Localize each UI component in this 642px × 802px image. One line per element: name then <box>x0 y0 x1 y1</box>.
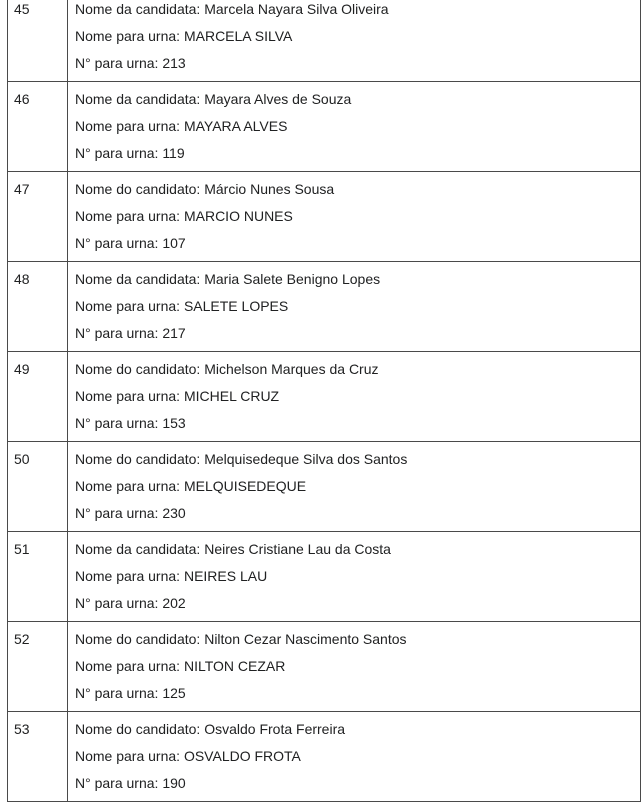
ballot-name-line <box>75 206 640 233</box>
ballot-name-label: Nome para urna: <box>75 568 181 584</box>
ballot-number-label: N° para urna: <box>75 235 159 251</box>
candidate-name-line <box>75 359 640 386</box>
ballot-number-line <box>75 233 640 260</box>
ballot-name-line <box>75 566 640 593</box>
candidate-name: Maria Salete Benigno Lopes <box>204 271 381 287</box>
ballot-number-label: N° para urna: <box>75 595 159 611</box>
ballot-name-label: Nome para urna: <box>75 208 181 224</box>
ballot-name-line <box>75 746 640 773</box>
candidate-name-line <box>75 719 640 746</box>
table-row <box>8 622 641 712</box>
ballot-number: 190 <box>162 775 186 791</box>
ballot-number-label: N° para urna: <box>75 775 159 791</box>
candidate-info <box>68 712 641 802</box>
ballot-name-label: Nome para urna: <box>75 748 181 764</box>
ballot-number-line <box>75 503 640 530</box>
ballot-number-line <box>75 143 640 170</box>
row-number: 47 <box>8 172 68 262</box>
ballot-number: 125 <box>162 685 186 701</box>
candidate-info <box>68 172 641 262</box>
ballot-number-line <box>75 323 640 350</box>
ballot-number-line <box>75 413 640 440</box>
candidate-name-label: Nome do candidato: <box>75 631 201 647</box>
table-row <box>8 0 641 82</box>
ballot-number-line <box>75 773 640 800</box>
candidate-name: Márcio Nunes Sousa <box>204 181 335 197</box>
ballot-number: 217 <box>162 325 186 341</box>
ballot-name-label: Nome para urna: <box>75 658 181 674</box>
candidate-info <box>68 442 641 532</box>
ballot-name-label: Nome para urna: <box>75 298 181 314</box>
ballot-number: 153 <box>162 415 186 431</box>
candidate-name-label: Nome da candidata: <box>75 271 201 287</box>
ballot-name-label: Nome para urna: <box>75 478 181 494</box>
ballot-name: NEIRES LAU <box>183 568 268 584</box>
candidate-info <box>68 532 641 622</box>
candidate-name-label: Nome do candidato: <box>75 181 201 197</box>
ballot-name-label: Nome para urna: <box>75 388 181 404</box>
candidates-table <box>7 0 641 802</box>
ballot-number: 119 <box>162 145 185 161</box>
row-number: 49 <box>8 352 68 442</box>
ballot-name-line <box>75 476 640 503</box>
candidate-name: Michelson Marques da Cruz <box>204 361 379 377</box>
candidate-name-line <box>75 0 640 26</box>
ballot-name: MARCELA SILVA <box>183 28 293 44</box>
candidate-name: Mayara Alves de Souza <box>204 91 352 107</box>
candidate-name-line <box>75 89 640 116</box>
candidate-name-label: Nome da candidata: <box>75 1 201 17</box>
candidate-name-line <box>75 179 640 206</box>
candidate-name-label: Nome do candidato: <box>75 361 201 377</box>
candidates-table-body <box>8 0 641 802</box>
row-number: 46 <box>8 82 68 172</box>
ballot-name-label: Nome para urna: <box>75 118 181 134</box>
ballot-number-label: N° para urna: <box>75 415 159 431</box>
ballot-number-label: N° para urna: <box>75 685 159 701</box>
ballot-name-line <box>75 296 640 323</box>
table-row <box>8 352 641 442</box>
ballot-name: MARCIO NUNES <box>183 208 293 224</box>
ballot-number-label: N° para urna: <box>75 325 159 341</box>
candidate-name-label: Nome do candidato: <box>75 721 201 737</box>
candidate-name-line <box>75 449 640 476</box>
ballot-name-label: Nome para urna: <box>75 28 181 44</box>
candidate-name-line <box>75 269 640 296</box>
row-number: 52 <box>8 622 68 712</box>
table-row <box>8 82 641 172</box>
ballot-name: SALETE LOPES <box>183 298 289 314</box>
candidate-name-label: Nome da candidata: <box>75 541 201 557</box>
ballot-number: 107 <box>162 235 186 251</box>
candidate-name: Marcela Nayara Silva Oliveira <box>204 1 389 17</box>
ballot-number-label: N° para urna: <box>75 55 159 71</box>
table-row <box>8 172 641 262</box>
candidate-name: Melquisedeque Silva dos Santos <box>204 451 408 467</box>
candidate-info <box>68 262 641 352</box>
candidate-name-label: Nome da candidata: <box>75 91 201 107</box>
row-number: 50 <box>8 442 68 532</box>
ballot-name-line <box>75 116 640 143</box>
row-number: 48 <box>8 262 68 352</box>
candidate-name: Nilton Cezar Nascimento Santos <box>204 631 407 647</box>
candidate-info <box>68 82 641 172</box>
ballot-name-line <box>75 656 640 683</box>
ballot-name: OSVALDO FROTA <box>183 748 301 764</box>
ballot-name: MAYARA ALVES <box>183 118 288 134</box>
candidate-name: Neires Cristiane Lau da Costa <box>204 541 391 557</box>
table-row <box>8 262 641 352</box>
candidate-name-label: Nome do candidato: <box>75 451 201 467</box>
ballot-number: 230 <box>162 505 186 521</box>
candidate-name: Osvaldo Frota Ferreira <box>204 721 346 737</box>
table-row <box>8 442 641 532</box>
ballot-number: 213 <box>162 55 186 71</box>
ballot-number-line <box>75 593 640 620</box>
ballot-name: MICHEL CRUZ <box>183 388 280 404</box>
ballot-number-label: N° para urna: <box>75 145 159 161</box>
candidate-info <box>68 622 641 712</box>
ballot-name: NILTON CEZAR <box>183 658 286 674</box>
table-row <box>8 532 641 622</box>
row-number: 45 <box>8 0 68 82</box>
ballot-number: 202 <box>162 595 186 611</box>
ballot-number-label: N° para urna: <box>75 505 159 521</box>
row-number: 53 <box>8 712 68 802</box>
candidate-name-line <box>75 629 640 656</box>
ballot-name-line <box>75 386 640 413</box>
candidate-name-line <box>75 539 640 566</box>
ballot-number-line <box>75 683 640 710</box>
row-number: 51 <box>8 532 68 622</box>
ballot-name-line <box>75 26 640 53</box>
candidate-info <box>68 0 641 82</box>
ballot-name: MELQUISEDEQUE <box>183 478 307 494</box>
ballot-number-line <box>75 53 640 80</box>
table-row <box>8 712 641 802</box>
candidate-info <box>68 352 641 442</box>
